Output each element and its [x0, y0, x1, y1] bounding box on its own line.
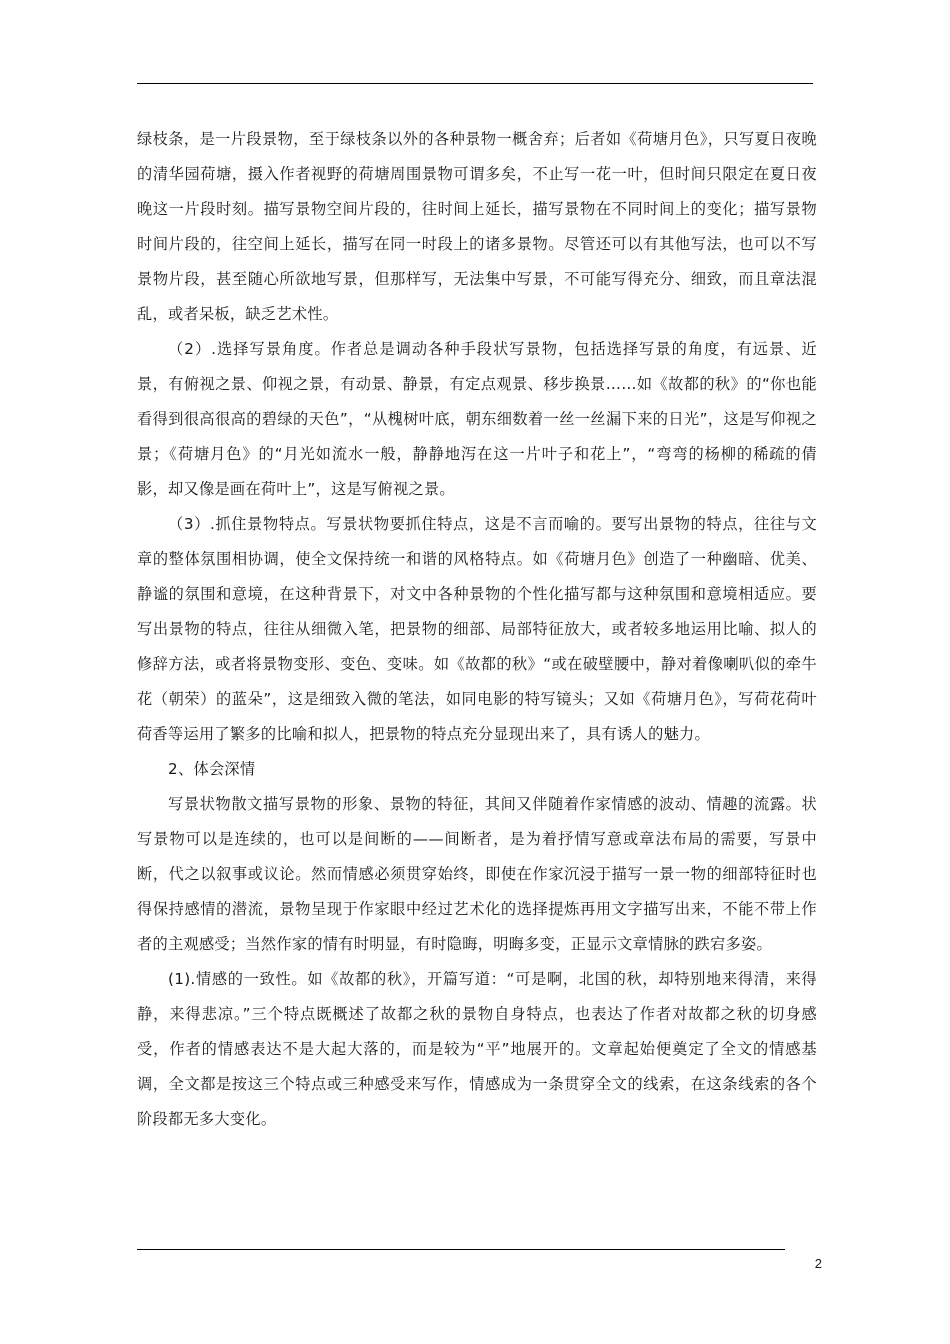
- section-heading: 2、体会深情: [168, 760, 256, 778]
- footer-rule: [137, 1249, 785, 1250]
- paragraph-3: （3）.抓住景物特点。写景状物要抓住特点，这是不言而喻的。要写出景物的特点，往往与文章的整体氛围相协调，使全文保持统一和谐的风格特点。如《荷塘月色》创造了一种幽暗、优美、静谧的氛围和意境，在这种背景下，对文中各种景物的个性化描写都与这种氛围和意境相适应。要写出景物的特点，往往从细微入笔，把景物的细部、局部特征放大，或者较多地运用比喻、拟人的修辞方法，或者将景物变形、变色、变味。如《故都的秋》“或在破壁腰中，静对着像喇叭似的牵牛花（朝荣）的蓝朵”，这是细致入微的笔法，如同电影的特写镜头；又如《荷塘月色》，写荷花荷叶荷香等运用了繁多的比喻和拟人，把景物的特点充分显现出来了，具有诱人的魅力。: [137, 515, 817, 743]
- paragraph-1: 绿枝条，是一片段景物，至于绿枝条以外的各种景物一概舍弃；后者如《荷塘月色》，只写夏日夜晚的清华园荷塘，摄入作者视野的荷塘周围景物可谓多矣，不止写一花一叶，但时间只限定在夏日夜晚这一片段时刻。描写景物空间片段的，往时间上延长，描写景物在不同时间上的变化；描写景物时间片段的，往空间上延长，描写在同一时段上的诸多景物。尽管还可以有其他写法，也可以不写景物片段，甚至随心所欲地写景，但那样写，无法集中写景，不可能写得充分、细致，而且章法混乱，或者呆板，缺乏艺术性。: [137, 130, 817, 323]
- paragraph-6: (1).情感的一致性。如《故都的秋》，开篇写道：“可是啊，北国的秋，却特别地来得清，来得静，来得悲凉。”三个特点既概述了故都之秋的景物自身特点，也表达了作者对故都之秋的切身感受，作者的情感表达不是大起大落的，而是较为“平”地展开的。文章起始便奠定了全文的情感基调，全文都是按这三个特点或三种感受来写作，情感成为一条贯穿全文的线索，在这条线索的各个阶段都无多大变化。: [137, 970, 817, 1128]
- document-body: [137, 122, 817, 1137]
- header-rule: [137, 83, 813, 84]
- paragraph-2: （2）.选择写景角度。作者总是调动各种手段状写景物，包括选择写景的角度，有远景、近景，有俯视之景、仰视之景，有动景、静景，有定点观景、移步换景……如《故都的秋》的“你也能看得到很高很高的碧绿的天色”，“从槐树叶底，朝东细数着一丝一丝漏下来的日光”，这是写仰视之景；《荷塘月色》的“月光如流水一般，静静地泻在这一片叶子和花上”，“弯弯的杨柳的稀疏的倩影，却又像是画在荷叶上”，这是写俯视之景。: [137, 340, 817, 498]
- paragraph-5: 写景状物散文描写景物的形象、景物的特征，其间又伴随着作家情感的波动、情趣的流露。状写景物可以是连续的，也可以是间断的——间断者，是为着抒情写意或章法布局的需要，写景中断，代之以叙事或议论。然而情感必须贯穿始终，即使在作家沉浸于描写一景一物的细部特征时也得保持感情的潜流，景物呈现于作家眼中经过艺术化的选择提炼再用文字描写出来，不能不带上作者的主观感受；当然作家的情有时明显，有时隐晦，明晦多变，正显示文章情脉的跌宕多姿。: [137, 795, 817, 953]
- page-number: 2: [814, 1256, 822, 1271]
